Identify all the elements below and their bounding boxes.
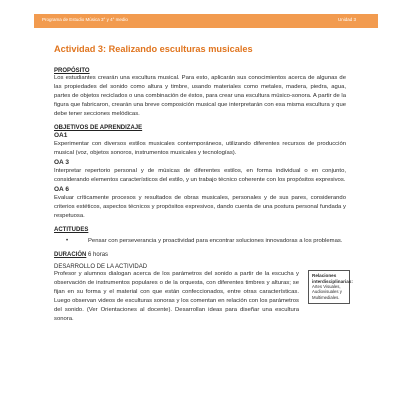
header-program-title: Programa de Estudio Música 3° y 4° medio <box>42 17 128 22</box>
interdisciplinary-box <box>308 270 353 304</box>
proposito-text: Los estudiantes crearán una escultura musical. Para esto, aplicarán sus conocimientos acerca de algunas de las propiedades del sonido como altura y timbre, usando materiales como metales, madera, piedra, agua, partes de objetos reciclados o una combinación de éstos, para crear una escultura músico-sonora. A partir de la figura que fabricaron, crearán una breve composición musical que interpretarán con esa misma escultura y que debe tener secciones melódicas. <box>54 75 346 117</box>
list-item <box>66 237 346 246</box>
desarrollo-text: Profesor y alumnos dialogan acerca de los parámetros del sonido a partir de la escucha y observación de instrumentos populares o de la orquesta, con diferentes timbres y alturas; se fijan en su forma y el material con que están confeccionados, entre otras características. Luego observan videos de esculturas sonoras y los comentan en relación con los parámetros del sonido. (Ver Orientaciones al docente). Desarrollan ideas para diseñar una escultura sonora. <box>54 271 299 322</box>
duracion-label: DURACIÓN <box>54 252 87 258</box>
oa-code: OA1 <box>54 132 68 139</box>
header-unit-label: Unidad 3 <box>337 17 356 22</box>
oa-code: OA 3 <box>54 159 69 166</box>
actitudes-list <box>54 237 346 246</box>
actitudes-heading: ACTITUDES <box>54 227 89 233</box>
sidebox-title: Relaciones interdisciplinarias: <box>312 273 353 284</box>
page-header <box>34 14 378 28</box>
desarrollo-heading: DESARROLLO DE LA ACTIVIDAD <box>54 264 148 270</box>
oa-text: Interpretar repertorio personal y de músicas de diferentes estilos, en forma individual o en conjunto, considerando elementos característicos del estilo, y un trabajo técnico coherente con los propósitos expresivos. <box>54 168 346 183</box>
bullet-icon: • <box>66 238 69 244</box>
duracion-value: 6 horas <box>88 252 109 258</box>
actitud-text: Pensar con perseverancia y proactividad para encontrar soluciones innovadoras a los problemas. <box>88 238 343 244</box>
oa-text: Evaluar críticamente procesos y resultados de obras musicales, personales y de sus pares, considerando criterios estéticos, aspectos técnicos y propósitos expresivos, dando cuenta de una postura personal fundada y respetuosa. <box>54 195 346 219</box>
objetivos-heading: OBJETIVOS DE APRENDIZAJE <box>54 125 143 131</box>
activity-title: Actividad 3: Realizando esculturas musicales <box>54 44 253 54</box>
oa-text: Experimentar con diversos estilos musicales contemporáneos, utilizando diferentes recursos de producción musical (voz, objetos sonoros, instrumentos musicales y tecnologías). <box>54 141 346 156</box>
oa-code: OA 6 <box>54 186 69 193</box>
proposito-heading: PROPÓSITO <box>54 68 90 74</box>
document-body <box>54 44 353 324</box>
desarrollo-section <box>54 264 353 324</box>
sidebox-body: Artes Visuales, Audiovisuales y Multimediales. <box>312 284 342 300</box>
